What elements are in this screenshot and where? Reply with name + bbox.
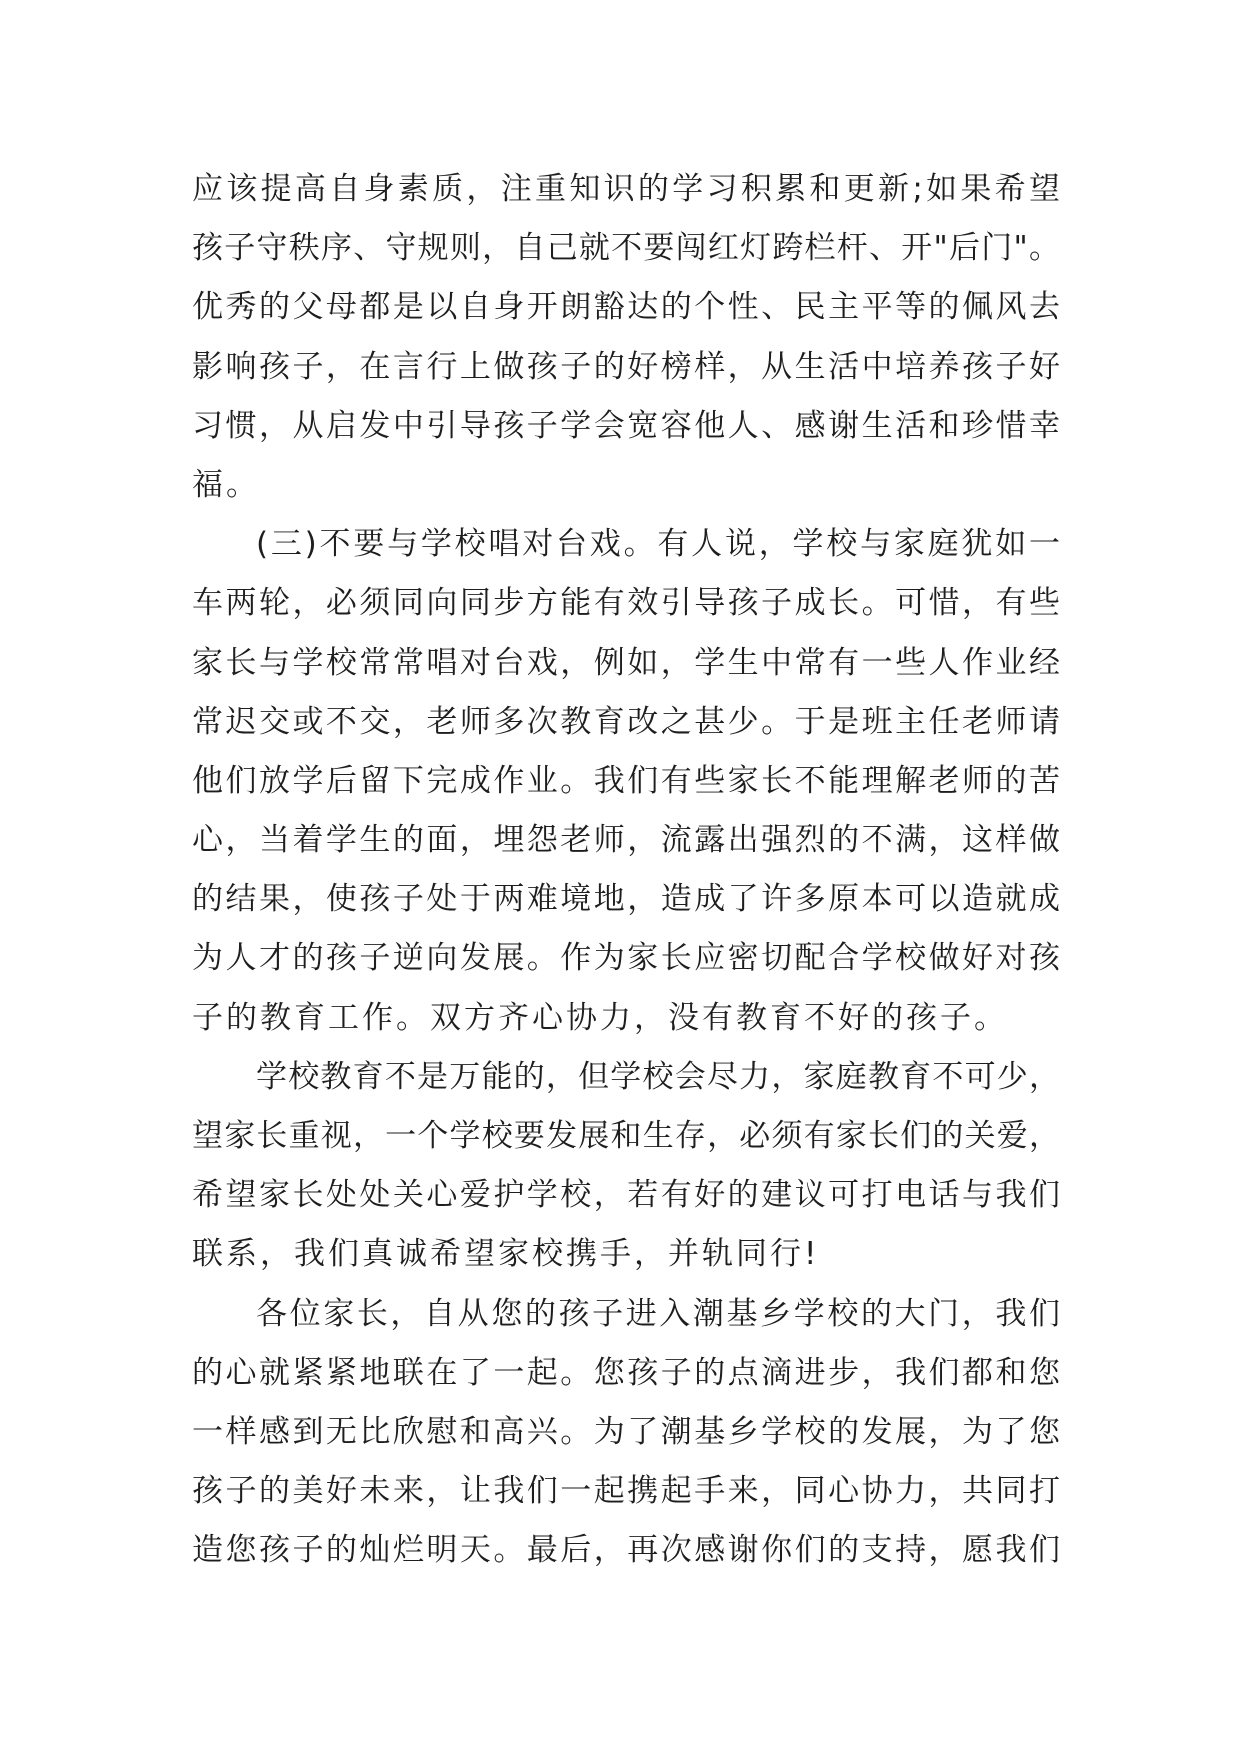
text-line: 他们放学后留下完成作业。我们有些家长不能理解老师的苦 [192, 762, 1060, 799]
text-line: 子的教育工作。双方齐心协力，没有教育不好的孩子。 [192, 999, 1008, 1036]
text-line: 联系，我们真诚希望家校携手，并轨同行! [192, 1236, 820, 1273]
body-text [192, 160, 1060, 1581]
text-line: 优秀的父母都是以自身开朗豁达的个性、民主平等的佩风去 [192, 289, 1060, 326]
text-line: 习惯，从启发中引导孩子学会宽容他人、感谢生活和珍惜幸 [192, 407, 1060, 444]
text-line: 心，当着学生的面，埋怨老师，流露出强烈的不满，这样做 [192, 822, 1060, 859]
text-line: 一样感到无比欣慰和高兴。为了潮基乡学校的发展，为了您 [192, 1413, 1060, 1450]
paragraph-heading-line: (三)不要与学校唱对台戏。有人说，学校与家庭犹如一 [256, 526, 1060, 563]
text-line: 学校教育不是万能的，但学校会尽力，家庭教育不可少， [256, 1058, 1060, 1095]
text-line: 孩子守秩序、守规则，自己就不要闯红灯跨栏杆、开"后门"。 [192, 230, 1060, 267]
text-line: 家长与学校常常唱对台戏，例如，学生中常有一些人作业经 [192, 644, 1060, 681]
text-line: 福。 [192, 466, 260, 503]
text-line: 影响孩子，在言行上做孩子的好榜样，从生活中培养孩子好 [192, 348, 1060, 385]
text-line: 造您孩子的灿烂明天。最后，再次感谢你们的支持，愿我们 [192, 1532, 1060, 1569]
text-line: 常迟交或不交，老师多次教育改之甚少。于是班主任老师请 [192, 703, 1060, 740]
text-line: 望家长重视，一个学校要发展和生存，必须有家长们的关爱， [192, 1118, 1060, 1154]
text-line: 的结果，使孩子处于两难境地，造成了许多原本可以造就成 [192, 881, 1060, 918]
text-line: 各位家长，自从您的孩子进入潮基乡学校的大门，我们 [256, 1295, 1060, 1332]
text-line: 希望家长处处关心爱护学校，若有好的建议可打电话与我们 [192, 1177, 1060, 1214]
text-line: 应该提高自身素质，注重知识的学习积累和更新;如果希望 [192, 171, 1060, 207]
text-line: 的心就紧紧地联在了一起。您孩子的点滴进步，我们都和您 [192, 1354, 1060, 1391]
text-line: 孩子的美好未来，让我们一起携起手来，同心协力，共同打 [192, 1473, 1060, 1510]
text-line: 为人才的孩子逆向发展。作为家长应密切配合学校做好对孩 [192, 940, 1060, 977]
text-line: 车两轮，必须同向同步方能有效引导孩子成长。可惜，有些 [192, 585, 1060, 622]
